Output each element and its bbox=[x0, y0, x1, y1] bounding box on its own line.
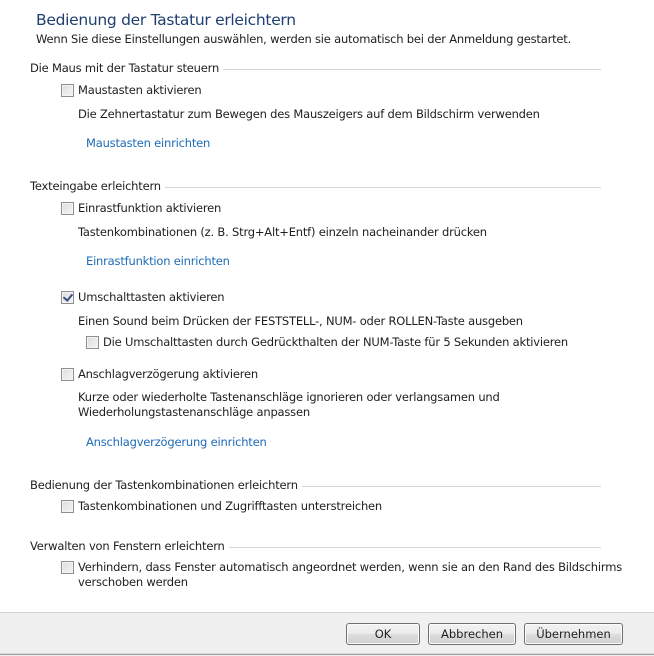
page-title: Bedienung der Tastatur erleichtern bbox=[36, 11, 296, 29]
group-heading-text-input bbox=[30, 179, 601, 193]
divider bbox=[302, 486, 601, 487]
divider bbox=[229, 547, 601, 548]
divider bbox=[223, 69, 601, 70]
filter-keys-checkbox[interactable] bbox=[61, 368, 74, 381]
prevent-window-arrange-option[interactable] bbox=[61, 560, 622, 574]
prevent-window-arrange-label-line2[interactable]: verschoben werden bbox=[78, 575, 188, 589]
divider bbox=[0, 653, 654, 655]
mouse-keys-checkbox[interactable] bbox=[61, 84, 74, 97]
filter-keys-label[interactable]: Anschlagverzögerung aktivieren bbox=[78, 367, 258, 381]
filter-keys-setup-link[interactable]: Anschlagverzögerung einrichten bbox=[86, 435, 267, 449]
prevent-window-arrange-checkbox[interactable] bbox=[61, 561, 74, 574]
mouse-keys-label[interactable]: Maustasten aktivieren bbox=[78, 83, 202, 97]
group-heading-mouse bbox=[30, 61, 601, 75]
underline-shortcuts-label[interactable]: Tastenkombinationen und Zugrifftasten unterstreichen bbox=[78, 499, 383, 513]
toggle-keys-label[interactable]: Umschalttasten aktivieren bbox=[78, 290, 225, 304]
group-heading-label: Die Maus mit der Tastatur steuern bbox=[30, 61, 220, 75]
apply-button[interactable]: Übernehmen bbox=[524, 623, 623, 645]
mouse-keys-option[interactable] bbox=[61, 83, 201, 97]
filter-keys-description-line1: Kurze oder wiederholte Tastenanschläge ignorieren oder verlangsamen und bbox=[78, 390, 500, 404]
underline-shortcuts-checkbox[interactable] bbox=[61, 500, 74, 513]
toggle-keys-checkbox[interactable] bbox=[61, 291, 74, 304]
dialog-footer bbox=[0, 612, 654, 656]
ok-button[interactable]: OK bbox=[346, 623, 420, 645]
group-heading-shortcuts bbox=[30, 478, 601, 492]
sticky-keys-checkbox[interactable] bbox=[61, 202, 74, 215]
mouse-keys-setup-link[interactable]: Maustasten einrichten bbox=[86, 136, 211, 150]
group-heading-label: Verwalten von Fenstern erleichtern bbox=[30, 539, 225, 553]
toggle-keys-description: Einen Sound beim Drücken der FESTSTELL-, NUM- oder ROLLEN-Taste ausgeben bbox=[78, 314, 523, 328]
prevent-window-arrange-label[interactable]: Verhindern, dass Fenster automatisch angeordnet werden, wenn sie an den Rand des Bildschirms bbox=[78, 560, 623, 574]
toggle-keys-num-hold-label[interactable]: Die Umschalttasten durch Gedrückthalten der NUM-Taste für 5 Sekunden aktivieren bbox=[103, 335, 569, 349]
filter-keys-option[interactable] bbox=[61, 367, 258, 381]
group-heading-label: Texteingabe erleichtern bbox=[30, 179, 161, 193]
mouse-keys-description: Die Zehnertastatur zum Bewegen des Mauszeigers auf dem Bildschirm verwenden bbox=[78, 107, 540, 121]
underline-shortcuts-option[interactable] bbox=[61, 499, 382, 513]
sticky-keys-option[interactable] bbox=[61, 201, 221, 215]
toggle-keys-num-hold-option[interactable] bbox=[86, 335, 568, 349]
cancel-button[interactable]: Abbrechen bbox=[428, 623, 516, 645]
sticky-keys-description: Tastenkombinationen (z. B. Strg+Alt+Entf) einzeln nacheinander drücken bbox=[78, 225, 487, 239]
group-heading-label: Bedienung der Tastenkombinationen erleichtern bbox=[30, 478, 298, 492]
toggle-keys-num-hold-checkbox[interactable] bbox=[86, 336, 99, 349]
divider bbox=[165, 187, 601, 188]
toggle-keys-option[interactable] bbox=[61, 290, 224, 304]
filter-keys-description-line2: Wiederholungstastenanschläge anpassen bbox=[78, 405, 310, 419]
sticky-keys-label[interactable]: Einrastfunktion aktivieren bbox=[78, 201, 222, 215]
sticky-keys-setup-link[interactable]: Einrastfunktion einrichten bbox=[86, 254, 230, 268]
page-subtitle: Wenn Sie diese Einstellungen auswählen, werden sie automatisch bei der Anmeldung gestartet. bbox=[36, 32, 572, 46]
group-heading-windows bbox=[30, 539, 601, 553]
